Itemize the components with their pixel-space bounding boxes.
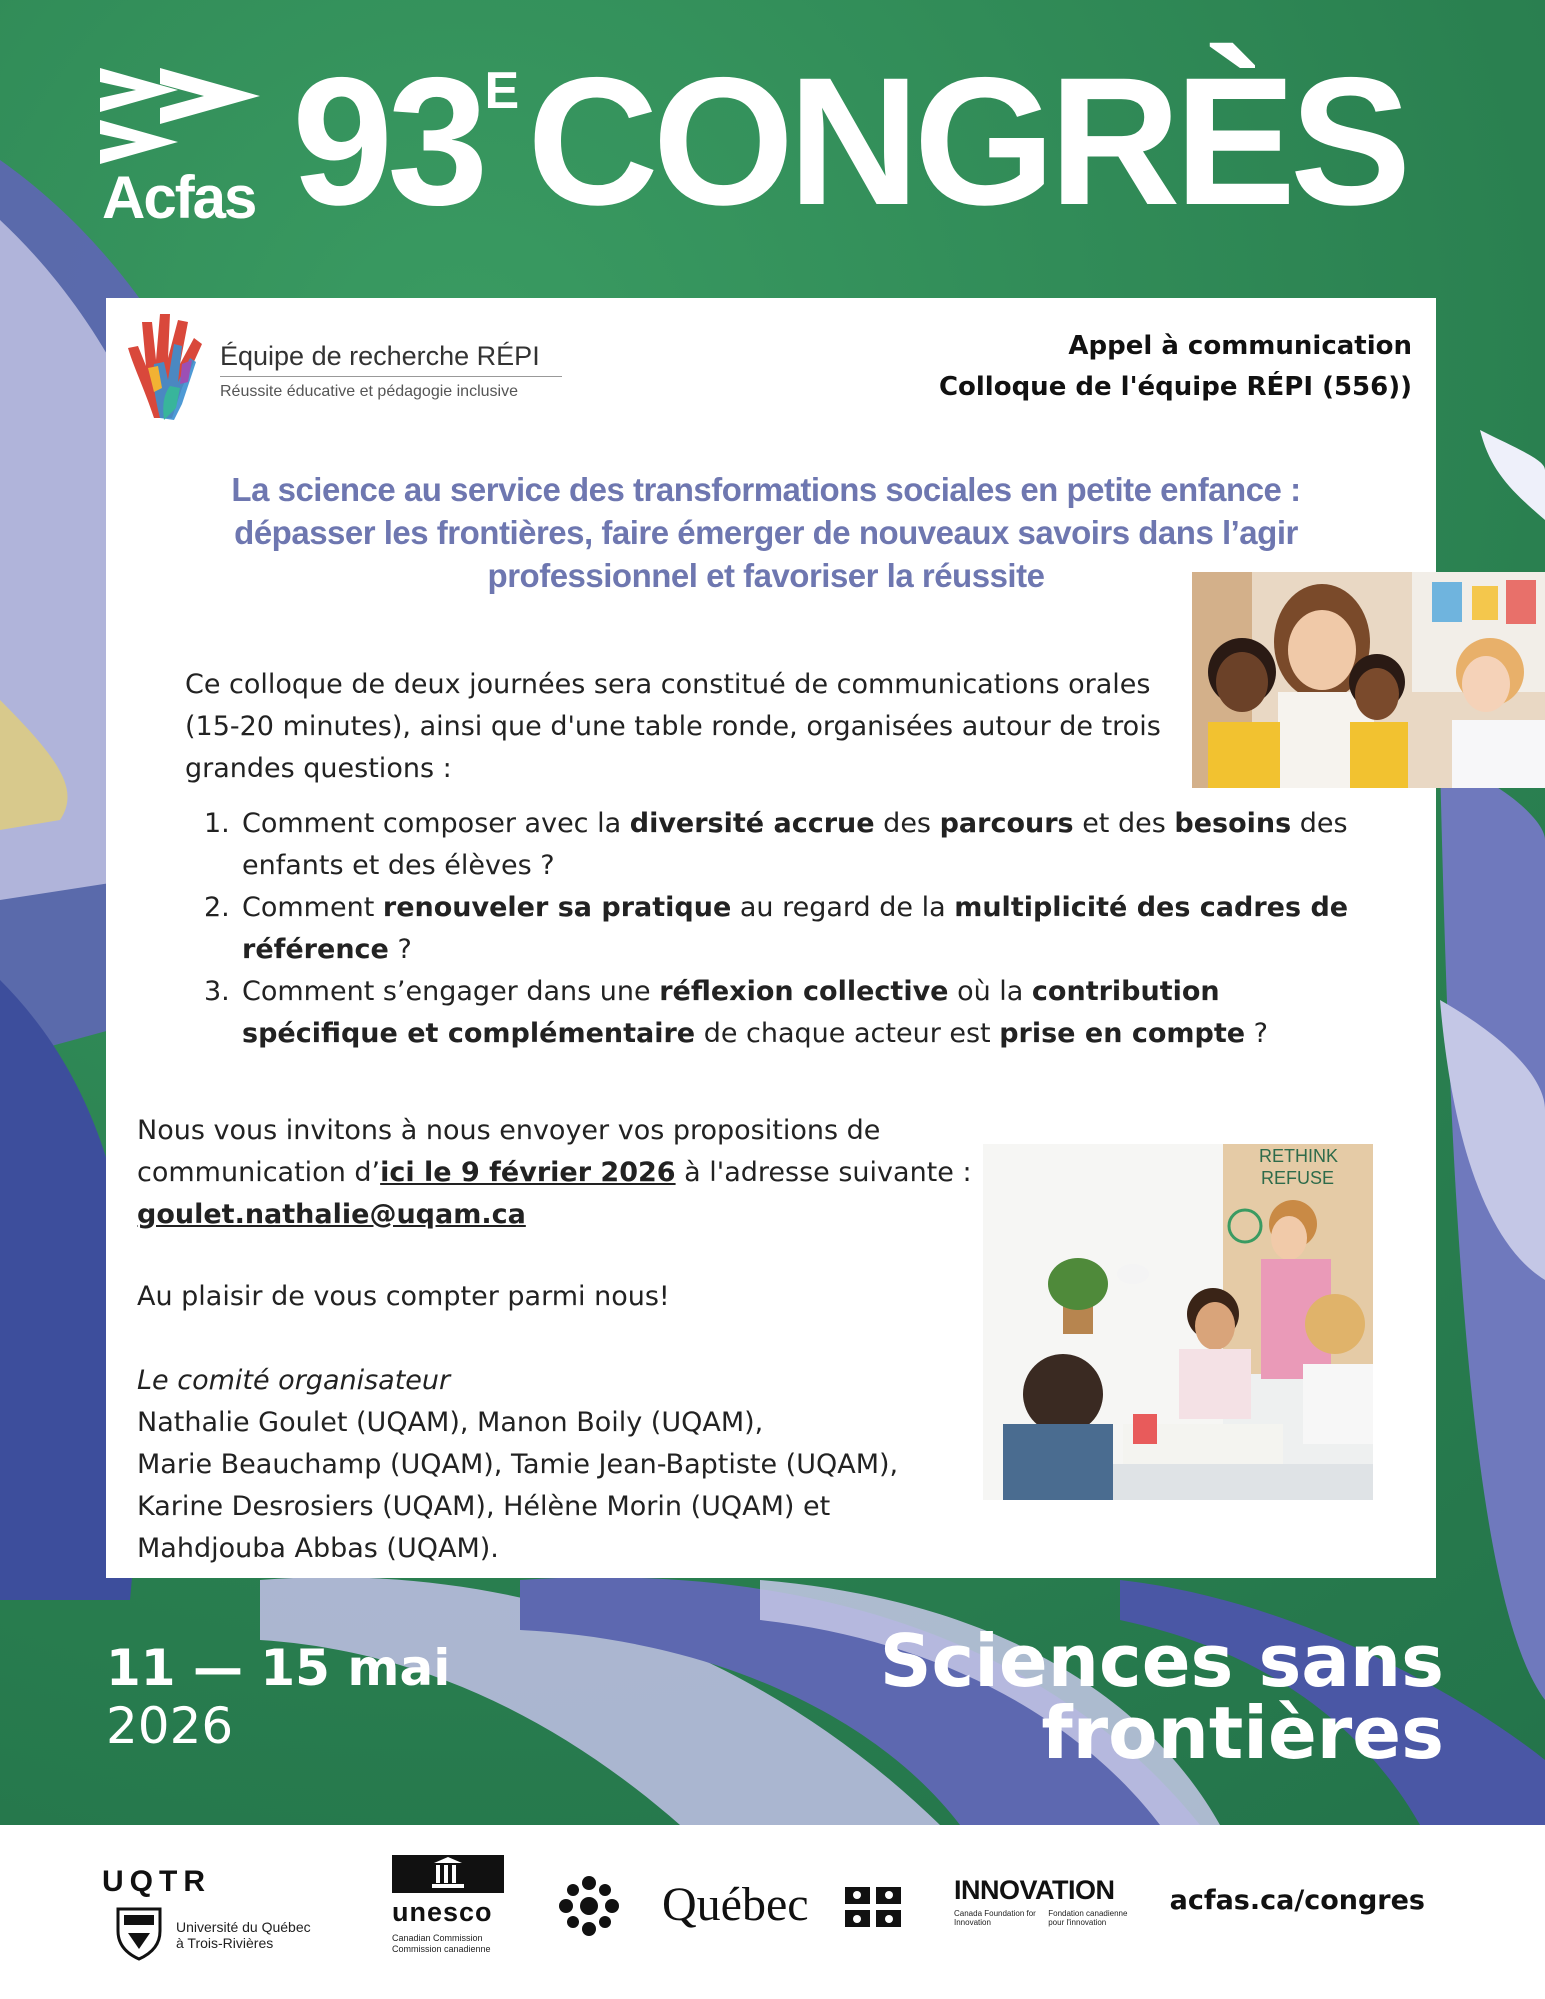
question-emphasis: contribution spécifique et complémentaire [242,976,1220,1049]
question-emphasis: réflexion collective [659,976,949,1007]
question-emphasis: multiplicité des cadres de référence [242,892,1349,965]
event-date-range: 11 — 15 mai [106,1639,451,1697]
question-number: 2. [204,892,230,923]
question-emphasis: parcours [939,808,1074,839]
acfas-logo [100,68,270,231]
fleurdelise-flag-icon [845,1887,901,1927]
repi-subtitle: Réussite éducative et pédagogie inclusive [220,383,518,400]
quebec-logo[interactable] [662,1877,912,1937]
intro-paragraph: Ce colloque de deux journées sera constitué de communications orales (15-20 minutes), ainsi que d'une table ronde, organisées autour de trois grandes questions : [185,669,1161,784]
question-text: Comment composer avec la [242,808,630,839]
acfas-wordmark: Acfas [102,164,256,231]
uqtr-name-line: à Trois-Rivières [176,1935,274,1951]
unesco-temple-icon [392,1855,504,1893]
question-text: et des [1073,808,1175,839]
committee-line: Karine Desrosiers (UQAM), Hélène Morin (UQAM) et [137,1491,831,1522]
unesco-line: Commission canadienne [392,1944,491,1954]
hands-icon [124,308,214,423]
questions-list [204,803,1384,1055]
question-item [204,803,1384,887]
innovation-fr: Fondation canadienne pour l'innovation [1048,1909,1128,1927]
invite-text-after: à l'adresse suivante : [675,1157,972,1188]
website-link[interactable]: acfas.ca/congres [1169,1885,1425,1916]
question-text: au regard de la [731,892,955,923]
svg-text:REFUSE: REFUSE [1261,1168,1335,1188]
question-text: des [874,808,940,839]
innovation-en: Canada Foundation for Innovation [954,1909,1036,1927]
svg-text:RETHINK: RETHINK [1259,1146,1339,1166]
repi-logo [124,308,574,423]
call-line-2: Colloque de l'équipe RÉPI (556)) [938,372,1412,402]
sponsor-footer [0,1825,1545,1999]
deadline-link[interactable]: ici le 9 février 2026 [380,1157,676,1188]
event-dates [106,1640,450,1756]
innovation-subtitle [954,1909,1144,1927]
innovation-wordmark: INNOVATION [954,1875,1115,1905]
question-item [204,971,1384,1055]
children-photo-image [1192,572,1545,788]
call-heading [939,326,1412,408]
congress-title [292,39,1406,243]
slogan-line-2: frontières [1041,1691,1444,1775]
double-arrow-icon [100,68,270,168]
closing-line: Au plaisir de vous compter parmi nous! [137,1281,670,1312]
question-emphasis: besoins [1174,808,1292,839]
question-text: ? [388,934,412,965]
uqtr-name-line: Université du Québec [176,1919,311,1935]
repi-divider [220,376,562,377]
question-text: des enfants et des élèves ? [242,808,1348,881]
unesco-logo[interactable] [392,1855,504,1965]
shield-icon [116,1905,162,1961]
question-emphasis: diversité accrue [629,808,875,839]
congress-suffix: E [484,62,520,120]
organizing-committee [137,1360,1037,1570]
classroom-photo-image [983,1144,1373,1500]
unesco-commission [392,1933,491,1955]
question-item [204,887,1384,971]
classroom-photo [983,1144,1373,1500]
colloquium-theme: La science au service des transformations sociales en petite enfance : dépasser les frontières, faire émerger de nouveaux savoirs dans l’agir professionnel et favoriser la réussite [231,471,1301,594]
committee-line: Marie Beauchamp (UQAM), Tamie Jean-Baptiste (UQAM), [137,1449,899,1480]
innovation-logo[interactable] [954,1875,1154,1955]
quebec-wordmark: Québec [662,1878,809,1931]
event-slogan [879,1619,1444,1775]
unesco-wordmark: unesco [392,1897,493,1927]
email-link[interactable]: goulet.nathalie@uqam.ca [137,1199,526,1230]
header [0,0,1545,300]
invite-paragraph [137,1110,1017,1236]
event-year: 2026 [106,1697,234,1755]
congress-number: 93 [292,39,483,243]
committee-line: Mahdjouba Abbas (UQAM). [137,1533,499,1564]
committee-line: Nathalie Goulet (UQAM), Manon Boily (UQAM), [137,1407,764,1438]
congress-word: CONGRÈS [527,39,1406,243]
unesco-line: Canadian Commission [392,1933,483,1943]
question-text: où la [948,976,1032,1007]
uqtr-logo[interactable] [102,1865,332,1965]
uqtr-wordmark: UQTR [102,1865,211,1898]
question-text: Comment [242,892,383,923]
call-line-1: Appel à communication [1068,331,1412,361]
question-text: ? [1245,1018,1268,1049]
radio-canada-gem-icon[interactable] [558,1875,620,1937]
question-number: 3. [204,976,230,1007]
uqtr-name [176,1919,311,1951]
question-text: Comment s’engager dans une [242,976,660,1007]
repi-name: Équipe de recherche RÉPI [220,341,540,371]
question-emphasis: renouveler sa pratique [382,892,732,923]
invite-text-before: Nous vous invitons à nous envoyer vos propositions de communication d’ [137,1115,881,1188]
question-text: de chaque acteur est [695,1018,1000,1049]
committee-role: Le comité organisateur [137,1365,451,1396]
slogan-line-1: Sciences sans [879,1619,1444,1703]
question-number: 1. [204,808,230,839]
question-emphasis: prise en compte [999,1018,1246,1049]
children-photo [1192,572,1545,788]
